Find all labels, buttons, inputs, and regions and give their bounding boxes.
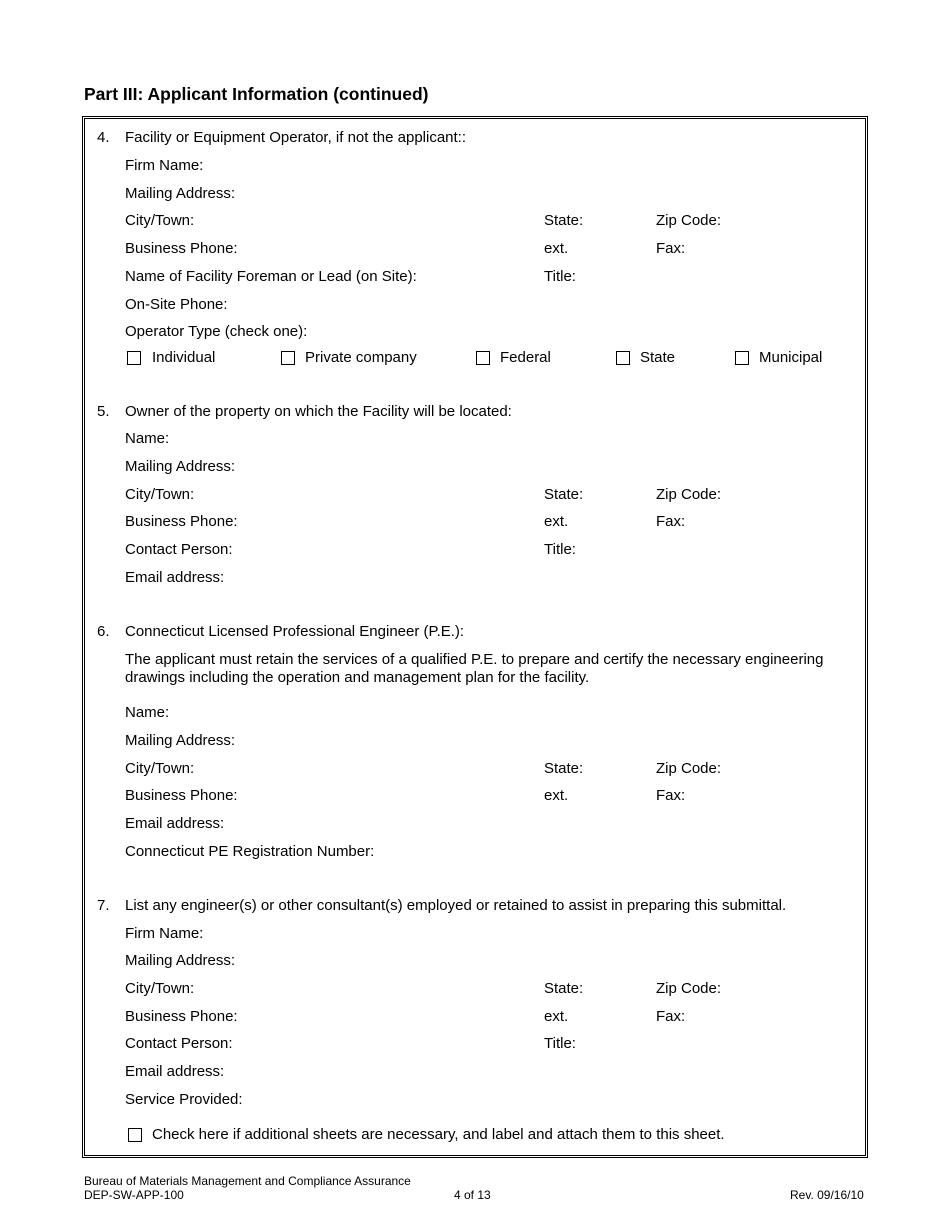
owner-name-label: Name: bbox=[125, 430, 170, 447]
title-label: Title: bbox=[544, 541, 576, 558]
mailing-address-label: Mailing Address: bbox=[125, 952, 236, 969]
state-label: State: bbox=[544, 212, 584, 229]
private-company-option-label: Private company bbox=[305, 349, 417, 366]
section-5-heading: Owner of the property on which the Facility will be located: bbox=[125, 403, 512, 420]
pe-registration-label: Connecticut PE Registration Number: bbox=[125, 843, 375, 860]
fax-label: Fax: bbox=[656, 787, 686, 804]
municipal-checkbox[interactable] bbox=[735, 351, 749, 365]
onsite-phone-label: On-Site Phone: bbox=[125, 296, 228, 313]
state-label: State: bbox=[544, 980, 584, 997]
ext-label: ext. bbox=[544, 1008, 569, 1025]
contact-person-label: Contact Person: bbox=[125, 1035, 233, 1052]
ext-label: ext. bbox=[544, 787, 569, 804]
pe-requirement-paragraph: The applicant must retain the services of a qualified P.E. to prepare and certify the necessary engineering drawings including the operation and management plan for the facility. bbox=[125, 651, 824, 686]
page-title: Part III: Applicant Information (continued) bbox=[84, 84, 429, 104]
individual-checkbox[interactable] bbox=[127, 351, 141, 365]
individual-option-label: Individual bbox=[152, 349, 216, 366]
city-label: City/Town: bbox=[125, 760, 195, 777]
foreman-label: Name of Facility Foreman or Lead (on Site): bbox=[125, 268, 417, 285]
section-6-number: 6. bbox=[97, 623, 110, 640]
footer-page-number: 4 of 13 bbox=[454, 1188, 491, 1202]
section-4-heading: Facility or Equipment Operator, if not the applicant:: bbox=[125, 129, 467, 146]
additional-sheets-checkbox[interactable] bbox=[128, 1128, 142, 1142]
city-label: City/Town: bbox=[125, 486, 195, 503]
zip-label: Zip Code: bbox=[656, 212, 722, 229]
pe-name-label: Name: bbox=[125, 704, 170, 721]
footer-revision: Rev. 09/16/10 bbox=[790, 1188, 864, 1202]
mailing-address-label: Mailing Address: bbox=[125, 458, 236, 475]
service-provided-label: Service Provided: bbox=[125, 1091, 243, 1108]
footer-form-number: DEP-SW-APP-100 bbox=[84, 1188, 184, 1202]
city-label: City/Town: bbox=[125, 980, 195, 997]
title-label: Title: bbox=[544, 1035, 576, 1052]
footer-bureau: Bureau of Materials Management and Compliance Assurance bbox=[84, 1174, 411, 1188]
state-label: State: bbox=[544, 760, 584, 777]
email-label: Email address: bbox=[125, 569, 225, 586]
city-label: City/Town: bbox=[125, 212, 195, 229]
state-label: State: bbox=[544, 486, 584, 503]
zip-label: Zip Code: bbox=[656, 980, 722, 997]
mailing-address-label: Mailing Address: bbox=[125, 732, 236, 749]
fax-label: Fax: bbox=[656, 513, 686, 530]
business-phone-label: Business Phone: bbox=[125, 1008, 238, 1025]
title-label: Title: bbox=[544, 268, 576, 285]
zip-label: Zip Code: bbox=[656, 486, 722, 503]
ext-label: ext. bbox=[544, 513, 569, 530]
private-company-checkbox[interactable] bbox=[281, 351, 295, 365]
contact-person-label: Contact Person: bbox=[125, 541, 233, 558]
zip-label: Zip Code: bbox=[656, 760, 722, 777]
federal-option-label: Federal bbox=[500, 349, 551, 366]
operator-type-label: Operator Type (check one): bbox=[125, 323, 308, 340]
state-checkbox[interactable] bbox=[616, 351, 630, 365]
municipal-option-label: Municipal bbox=[759, 349, 823, 366]
federal-checkbox[interactable] bbox=[476, 351, 490, 365]
email-label: Email address: bbox=[125, 1063, 225, 1080]
section-7-heading: List any engineer(s) or other consultant(s) employed or retained to assist in preparing this submittal. bbox=[125, 897, 787, 914]
firm-name-label: Firm Name: bbox=[125, 925, 204, 942]
business-phone-label: Business Phone: bbox=[125, 513, 238, 530]
firm-name-label: Firm Name: bbox=[125, 157, 204, 174]
mailing-address-label: Mailing Address: bbox=[125, 185, 236, 202]
section-4-number: 4. bbox=[97, 129, 110, 146]
state-option-label: State bbox=[640, 349, 676, 366]
email-label: Email address: bbox=[125, 815, 225, 832]
section-6-heading: Connecticut Licensed Professional Engineer (P.E.): bbox=[125, 623, 465, 640]
fax-label: Fax: bbox=[656, 240, 686, 257]
section-5-number: 5. bbox=[97, 403, 110, 420]
footer-left bbox=[84, 1174, 411, 1202]
business-phone-label: Business Phone: bbox=[125, 240, 238, 257]
additional-sheets-label: Check here if additional sheets are necessary, and label and attach them to this sheet. bbox=[152, 1126, 725, 1143]
ext-label: ext. bbox=[544, 240, 569, 257]
business-phone-label: Business Phone: bbox=[125, 787, 238, 804]
section-7-number: 7. bbox=[97, 897, 110, 914]
fax-label: Fax: bbox=[656, 1008, 686, 1025]
